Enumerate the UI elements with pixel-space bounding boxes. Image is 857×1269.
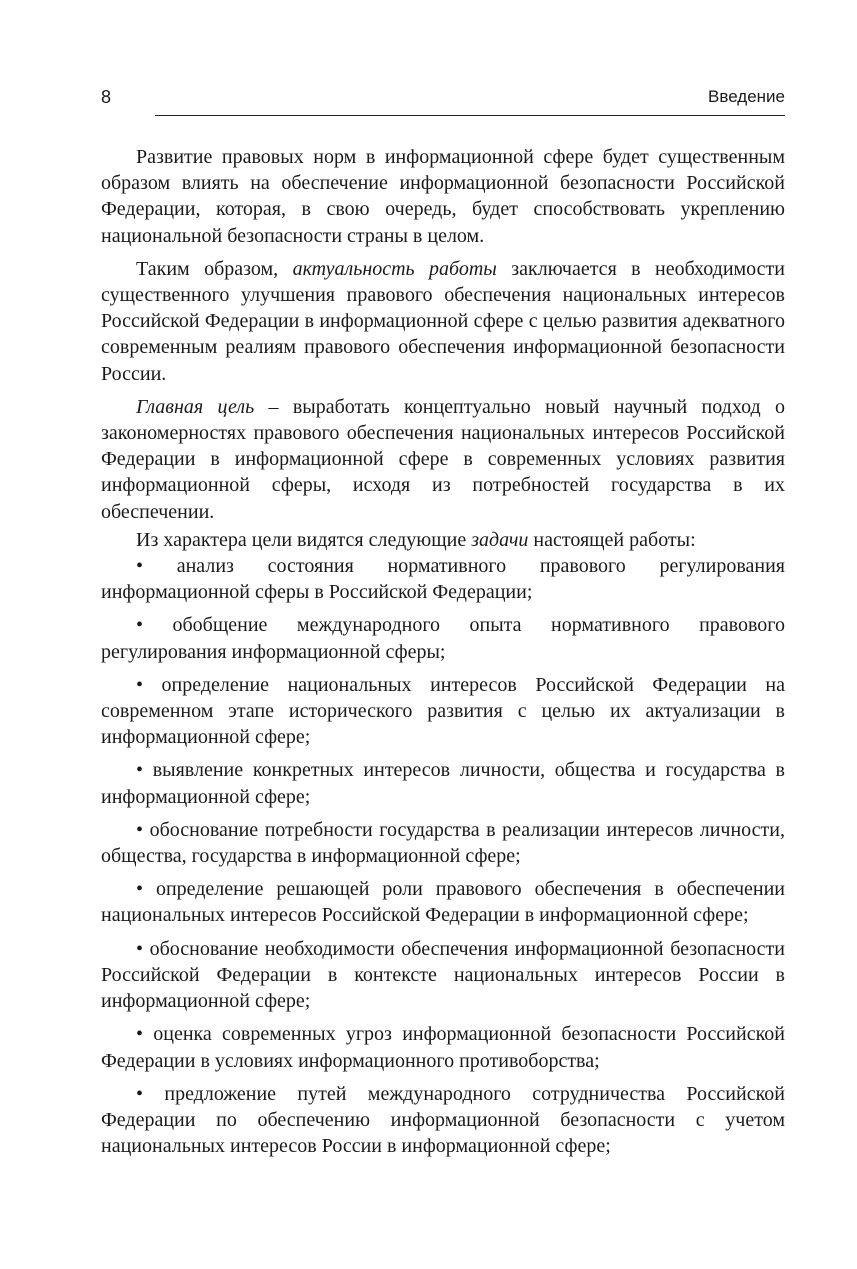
paragraph-tasks-rest: настоящей работы: <box>528 528 696 551</box>
list-item: • оценка современных угроз информационной безопасности Российской Федерации в условиях информационного противоборства; <box>101 1023 785 1072</box>
list-item: • определение национальных интересов Российской Федерации на современном этапе исторического развития с целью их актуализации в информационной сфере; <box>101 673 785 749</box>
relevance-term: актуальность работы <box>292 257 497 280</box>
paragraph-tasks-lead: Из характера цели видятся следующие <box>136 528 472 551</box>
paragraph-intro <box>101 144 785 249</box>
paragraph-main-goal-rest: – выработать концептуально новый научный подход о закономерностях правового обеспечения национальных интересов Российской Федерации в информационной сфере в современных условиях развития информационной сферы, исходя из потребностей государства в их обеспечении. <box>101 395 785 523</box>
page-number: 8 <box>101 87 112 107</box>
paragraph-tasks-intro <box>101 527 785 553</box>
body-text <box>101 144 785 1159</box>
list-item: • обобщение международного опыта нормативного правового регулирования информационной сферы; <box>101 614 785 663</box>
paragraph-relevance <box>101 256 785 387</box>
paragraph-relevance-rest: заключается в необходимости существенного улучшения правового обеспечения национальных интересов Российской Федерации в информационной сфере с целью развития адекватного современным реалиям правового обеспечения информационной безопасности России. <box>101 257 785 385</box>
list-item: • обоснование потребности государства в реализации интересов личности, общества, государства в информационной сфере; <box>101 818 785 868</box>
tasks-term: задачи <box>471 528 529 551</box>
list-item: • обоснование необходимости обеспечения информационной безопасности Российской Федерации в контексте национальных интересов России в информационной сфере; <box>101 937 785 1013</box>
running-header <box>101 86 785 116</box>
section-title: Введение <box>708 87 785 106</box>
list-item: • предложение путей международного сотрудничества Российской Федерации по обеспечению информационной безопасности с учетом национальных интересов России в информационной сфере; <box>101 1082 785 1158</box>
paragraph-intro-text: Развитие правовых норм в информационной сфере будет существенным образом влиять на обеспечение информационной безопасности Российской Федерации, которая, в свою очередь, будет способствовать укреплению национальной безопасности страны в целом. <box>101 146 785 247</box>
main-goal-term: Главная цель <box>136 395 255 418</box>
paragraph-main-goal <box>101 394 785 525</box>
list-item: • выявление конкретных интересов личности, общества и государства в информационной сфере; <box>101 759 785 808</box>
paragraph-relevance-lead: Таким образом, <box>136 257 293 280</box>
header-rule <box>155 115 785 116</box>
list-item: • анализ состояния нормативного правового регулирования информационной сферы в Российской Федерации; <box>101 555 785 604</box>
list-item: • определение решающей роли правового обеспечения в обеспечении национальных интересов Российской Федерации в информационной сфере; <box>101 878 785 927</box>
